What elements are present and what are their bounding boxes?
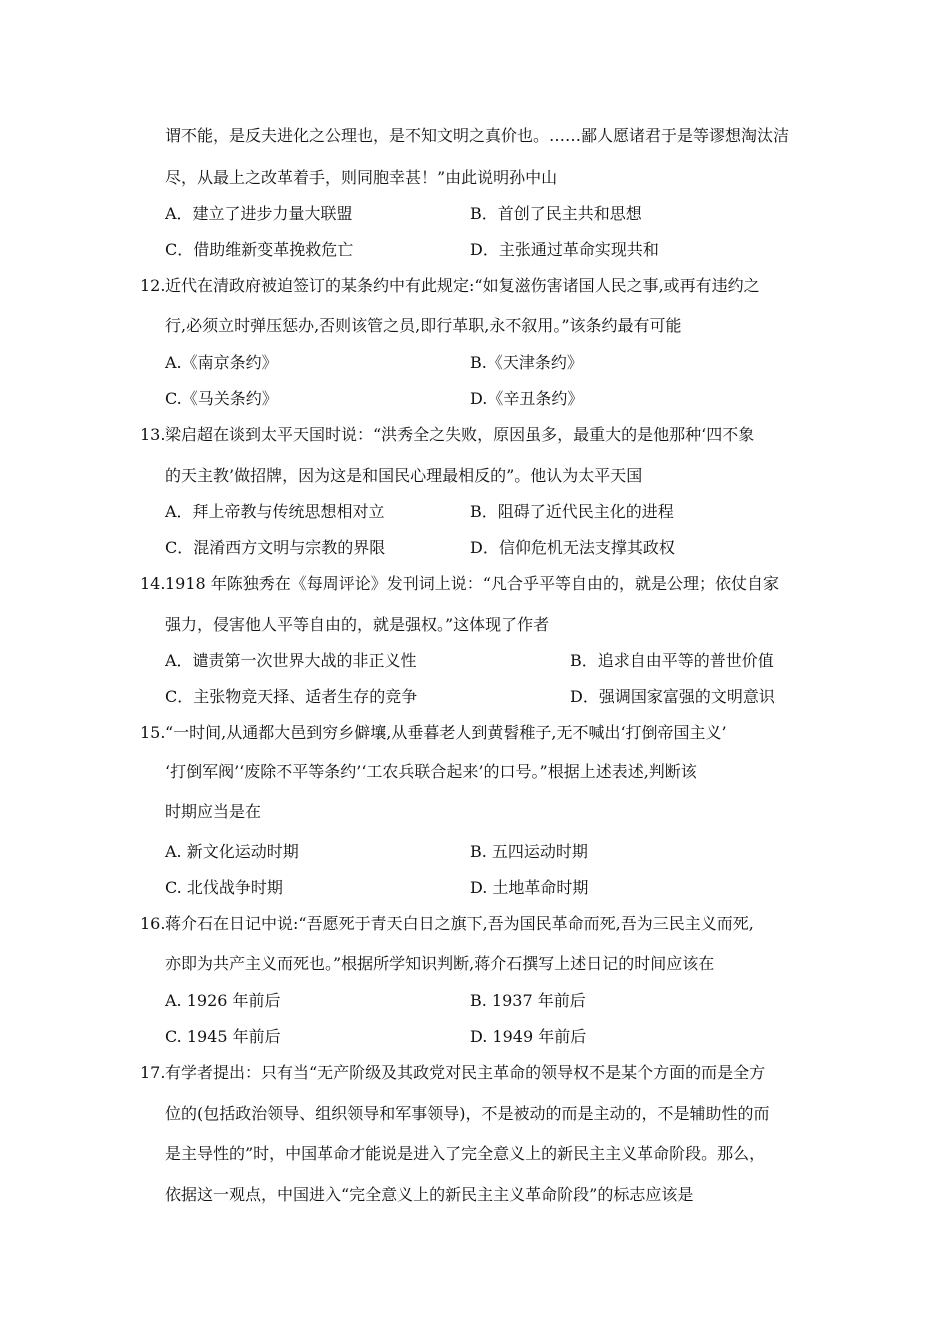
q13-option-b: B．阻碍了近代民主化的进程 <box>470 502 674 521</box>
q12-stem-line-1: 近代在清政府被迫签订的某条约中有此规定:“如复滋伤害诸国人民之事,或再有违约之 <box>165 276 760 295</box>
q12-option-a: A.《南京条约》 <box>165 353 278 372</box>
q17-stem-line-4: 依据这一观点，中国进入“完全意义上的新民主主义革命阶段”的标志应该是 <box>165 1185 694 1204</box>
q12-option-c: C.《马关条约》 <box>165 389 278 408</box>
q12-stem-line-2: 行,必须立时弹压惩办,否则该管之员,即行革职,永不叙用。”该条约最有可能 <box>165 316 682 335</box>
q16-option-b: B. 1937 年前后 <box>470 991 586 1010</box>
q14-stem-line-1: 1918 年陈独秀在《每周评论》发刊词上说：“凡合乎平等自由的，就是公理；依仗自家 <box>165 574 779 593</box>
q12-number: 12. <box>140 276 166 295</box>
q12-option-b: B.《天津条约》 <box>470 353 583 372</box>
q11-option-a: A．建立了进步力量大联盟 <box>165 204 353 223</box>
q15-option-c: C. 北伐战争时期 <box>165 878 283 897</box>
q15-option-b: B. 五四运动时期 <box>470 842 588 861</box>
q15-option-a: A. 新文化运动时期 <box>165 842 299 861</box>
q16-option-a: A. 1926 年前后 <box>165 991 281 1010</box>
q15-stem-line-1: “一时间,从通都大邑到穷乡僻壤,从垂暮老人到黄髫稚子,无不喊出‘打倒帝国主义’ <box>165 723 727 742</box>
q11-stem-line-2: 尽，从最上之改革着手，则同胞幸甚！”由此说明孙中山 <box>165 168 558 187</box>
q11-option-c: C．借助维新变革挽救危亡 <box>165 240 354 259</box>
q13-number: 13. <box>140 425 166 444</box>
q16-stem-line-1: 蒋介石在日记中说:“吾愿死于青天白日之旗下,吾为国民革命而死,吾为三民主义而死, <box>165 914 754 933</box>
q14-number: 14. <box>140 574 166 593</box>
q14-stem-line-2: 强力，侵害他人平等自由的，就是强权。”这体现了作者 <box>165 615 550 634</box>
q12-option-d: D.《辛丑条约》 <box>470 389 584 408</box>
q15-stem-line-3: 时期应当是在 <box>165 802 262 821</box>
q15-stem-line-2: ‘打倒军阀’‘废除不平等条约’‘工农兵联合起来’的口号。”根据上述表述,判断该 <box>165 762 697 781</box>
q16-option-c: C. 1945 年前后 <box>165 1027 281 1046</box>
q14-option-c: C．主张物竞天择、适者生存的竞争 <box>165 687 418 706</box>
q11-option-b: B．首创了民主共和思想 <box>470 204 642 223</box>
q13-option-a: A．拜上帝教与传统思想相对立 <box>165 502 385 521</box>
q17-stem-line-3: 是主导性的”时，中国革命才能说是进入了完全意义上的新民主主义革命阶段。那么， <box>165 1144 766 1163</box>
q16-option-d: D. 1949 年前后 <box>470 1027 587 1046</box>
q13-stem-line-1: 梁启超在谈到太平天国时说：“洪秀全之失败，原因虽多，最重大的是他那种‘四不象 <box>165 425 755 444</box>
q15-option-d: D. 土地革命时期 <box>470 878 589 897</box>
q16-stem-line-2: 亦即为共产主义而死也。”根据所学知识判断,蒋介石撰写上述日记的时间应该在 <box>165 954 715 973</box>
q15-number: 15. <box>140 723 166 742</box>
q14-option-a: A．谴责第一次世界大战的非正义性 <box>165 651 417 670</box>
q13-option-c: C．混淆西方文明与宗教的界限 <box>165 538 386 557</box>
q16-number: 16. <box>140 914 166 933</box>
q13-option-d: D．信仰危机无法支撑其政权 <box>470 538 675 557</box>
q13-stem-line-2: 的天主教’做招牌，因为这是和国民心理最相反的”。他认为太平天国 <box>165 466 643 485</box>
q17-stem-line-1: 有学者提出：只有当“无产阶级及其政党对民主革命的领导权不是某个方面的而是全方 <box>165 1063 766 1082</box>
q14-option-b: B．追求自由平等的普世价值 <box>570 651 774 670</box>
q11-stem-line-1: 谓不能，是反夫进化之公理也，是不知文明之真价也。……鄙人愿诸君于是等谬想淘汰洁 <box>165 126 790 145</box>
q14-option-d: D．强调国家富强的文明意识 <box>570 687 775 706</box>
q11-option-d: D．主张通过革命实现共和 <box>470 240 659 259</box>
q17-stem-line-2: 位的(包括政治领导、组织领导和军事领导)，不是被动的而是主动的，不是辅助性的而 <box>165 1104 770 1123</box>
q17-number: 17. <box>140 1063 166 1082</box>
